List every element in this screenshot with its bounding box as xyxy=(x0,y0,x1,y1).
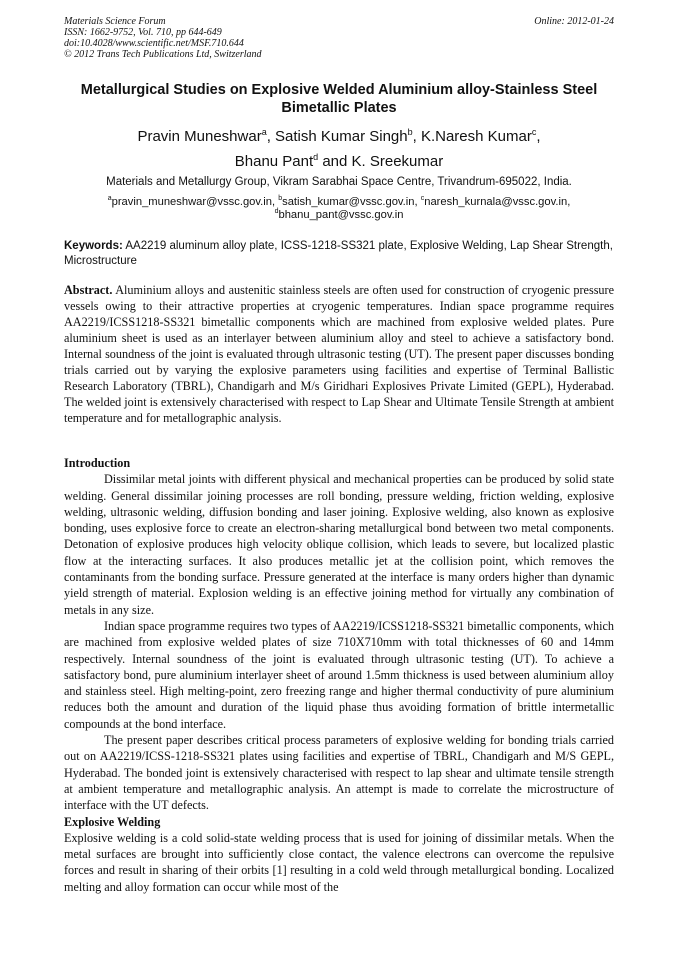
author-mark: d xyxy=(313,152,319,162)
author-line-2 xyxy=(64,149,614,174)
email-line-2 xyxy=(64,209,614,222)
author-mark: b xyxy=(407,127,413,137)
running-header xyxy=(64,16,614,60)
email-mark: d xyxy=(274,208,279,215)
journal-name: Materials Science Forum xyxy=(64,16,166,27)
intro-paragraph-1: Dissimilar metal joints with different physical and mechanical properties can be produced by solid state welding. General dissimilar joining processes are roll bonding, pressure welding, friction welding, explosive welding, ultrasonic welding, diffusion bonding and laser joining. Explosive welding, also known as explosive bonding, uses explosive force to create an electron-sharing metallurgical bond between two metal components. Detonation of explosive produces high velocity oblique collision, which leads to severe, but localized plastic flow at the interacting surfaces. It also produces metallic jet at the collision point, which removes the contaminants from the bonding surface. Pressure generated at the interface is many orders higher than dynamic yield strength of material. Explosion welding is an effective joining method for virtually any combination of metals in any size. xyxy=(64,472,614,617)
author-separator: , xyxy=(536,128,541,145)
explosive-paragraph-1: Explosive welding is a cold solid-state welding process that is used for joining of dissimilar metals. When the metal surfaces are brought into sufficiently close contact, the valence electrons can overcome the repulsive forces and result in sharing of their orbits [1] resulting in a cold weld through metallurgical bonding. Localized melting and alloy formation can occur while most of the xyxy=(64,830,614,894)
section-heading-explosive-welding: Explosive Welding xyxy=(64,814,161,829)
author-name: Pravin Muneshwar xyxy=(137,128,262,145)
author-name: , K.Naresh Kumar xyxy=(412,128,532,145)
affiliation: Materials and Metallurgy Group, Vikram Sarabhai Space Centre, Trivandrum-695022, India. xyxy=(106,176,572,188)
email-address: bhanu_pant@vssc.gov.in xyxy=(278,209,404,221)
online-date: Online: 2012-01-24 xyxy=(534,16,614,27)
author-list xyxy=(64,124,614,174)
email-address: satish_kumar@vssc.gov.in, xyxy=(282,196,421,208)
abstract xyxy=(64,282,614,426)
keywords-label: Keywords: xyxy=(64,240,123,252)
email-address: pravin_muneshwar@vssc.gov.in, xyxy=(111,196,279,208)
abstract-text: Aluminium alloys and austenitic stainless steels are often used for construction of cryogenic pressure vessels owing to their attractive properties at cryogenic temperatures. Indian space programme requires AA2219/ICSS1218-SS321 bimetallic components which are machined from explosive welded plates. Pure aluminium sheet is used as an interlayer between aluminium alloy and steel to achieve a satisfactory bond. Internal soundness of the joint is evaluated through ultrasonic testing (UT). The present paper discusses bonding trials carried out by varying the explosive parameters using facilities and expertise of Terminal Ballistic Research Laboratory (TBRL), Chandigarh and M/s Giridhari Explosives Private Limited (GEPL), Hyderabad. The welded joint is extensively characterised with respect to Lap Shear and Ultimate Tensile Strength at ambient temperature and for metallographic analysis. xyxy=(64,283,614,425)
author-name: and K. Sreekumar xyxy=(318,153,444,170)
section-heading-introduction: Introduction xyxy=(64,456,131,470)
keywords-text: AA2219 aluminum alloy plate, ICSS-1218-SS321 plate, Explosive Welding, Lap Shear Strength, Microstructure xyxy=(64,240,613,267)
email-mark: b xyxy=(278,195,283,202)
main-body xyxy=(64,455,614,895)
email-line-1 xyxy=(64,196,614,209)
email-mark: a xyxy=(107,195,112,202)
paper-title: Metallurgical Studies on Explosive Welded Aluminium alloy-Stainless Steel Bimetallic Plates xyxy=(80,82,598,116)
abstract-label: Abstract. xyxy=(64,283,113,297)
author-name: Bhanu Pant xyxy=(234,153,314,170)
copyright-line: © 2012 Trans Tech Publications Ltd, Switzerland xyxy=(64,49,262,60)
issn-line: ISSN: 1662-9752, Vol. 710, pp 644-649 xyxy=(64,27,222,38)
intro-paragraph-3: The present paper describes critical process parameters of explosive welding for bonding trials carried out on AA2219/ICSS-1218-SS321 plates using facilities and expertise of TBRL, Chandigarh and M/S GEPL, Hyderabad. The bonded joint is extensively characterised with respect to lap shear and ultimate tensile strength at ambient temperature and metallographic analysis. An attempt is made to correlate the microstructure of interface with the UT defects. xyxy=(64,733,614,813)
author-mark: a xyxy=(261,127,267,137)
intro-paragraph-2: Indian space programme requires two types of AA2219/ICSS1218-SS321 bimetallic components, which are machined from explosive welded plates of size 710X710mm with total thicknesses of 60 and 14mm respectively. Internal soundness of the joint is evaluated through ultrasonic testing (UT). To achieve a satisfactory bond, pure aluminium interlayer sheet of around 1.5mm thickness is used between aluminium alloy and stainless steel. High melting-point, zero freezing range and higher thermal conductivity of pure aluminium reduces both the amount and duration of the liquid phase thus avoiding formation of brittle intermetallic compounds at the bond interface. xyxy=(64,618,614,731)
author-mark: c xyxy=(531,127,537,137)
author-emails xyxy=(64,196,614,222)
author-line-1 xyxy=(64,124,614,149)
keywords xyxy=(64,239,614,269)
doi-line: doi:10.4028/www.scientific.net/MSF.710.644 xyxy=(64,38,244,49)
email-address: naresh_kurnala@vssc.gov.in, xyxy=(424,196,571,208)
author-name: , Satish Kumar Singh xyxy=(266,128,408,145)
email-mark: c xyxy=(420,195,425,202)
